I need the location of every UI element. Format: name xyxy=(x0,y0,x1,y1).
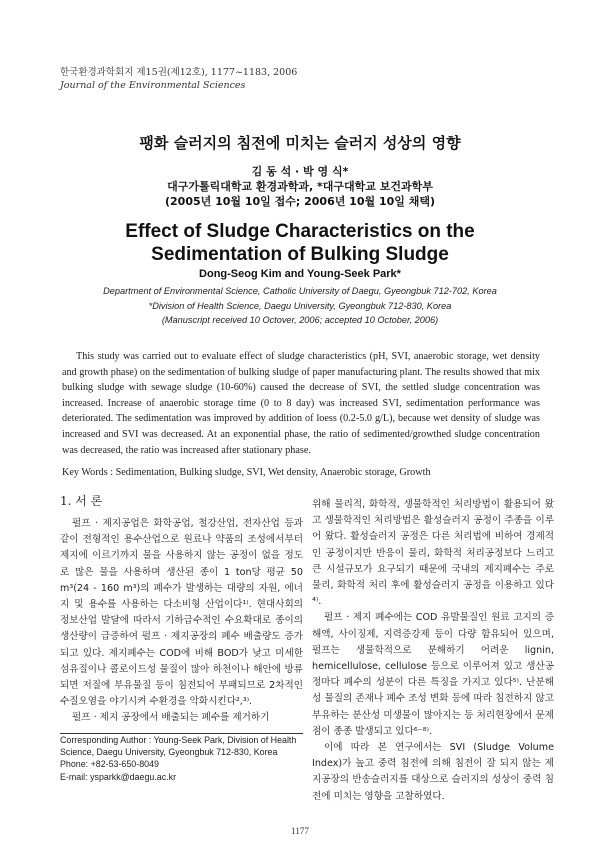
affiliation-line: Department of Environmental Science, Catholic University of Daegu, Gyeongbuk 712-702, Korea xyxy=(103,286,497,296)
authors-english: Dong-Seog Kim and Young-Seek Park* xyxy=(199,268,401,280)
body-paragraph: 펄프 · 제지공업은 화학공업, 철강산업, 전자산업 등과 같이 전형적인 용수산업으로 원료나 약품의 조성에서부터 제지에 이르기까지 물을 사용하지 않는 공정이 없을 정도로 많은 물을 사용하며 생산된 종이 1 ton당 평균 50 m³(24 - 160 m³)의 폐수가 발생하는 대량의 자원, 에너지 및 용수를 사용하는 다소비형 산업이다¹⁾. 현대사회의 정보산업 발달에 따라서 기하급수적인 수요확대로 종이의 생산량이 급증하여 펄프 · 제지공장의 폐수 배출량도 증가되고 있다. 제지폐수는 COD에 비해 BOD가 낮고 미세한 섬유질이나 콜로이드성 물질이 많아 하천이나 해안에 방류되면 저질에 부유물질 등이 침전되어 부패되므로 2차적인 수질오염을 야기시켜 수환경을 악화시킨다²,³⁾. xyxy=(60,518,303,708)
correspondence-footnote xyxy=(60,734,303,783)
journal-citation-korean: 한국환경과학회지 제15권(제12호), 1177~1183, 2006 xyxy=(60,67,298,78)
affiliation-korean: 대구가톨릭대학교 환경과학과, *대구대학교 보건과학부 xyxy=(167,180,433,193)
manuscript-dates: (Manuscript received 10 Octover, 2006; accepted 10 October, 2006) xyxy=(161,315,439,325)
abstract: This study was carried out to evaluate effect of sludge characteristics (pH, SVI, anaerobic storage, wet density and growth phase) on the sedimentation of bulking sludge of paper manufacturing plant. The results showed that mix bulking sludge with sewage sludge (10-60%) caused the decrease of SVI, the settled sludge concentration was increased. Increase of anaerobic storage time (0 to 8 day) was increased SVI, sedimentation performance was deteriorated. The sedimentation was improved by addition of loess (0.2-5.0 g/L), because wet density of sludge was increased and SVI was decreased. At an exponential phase, the ratio of sedimented/growthed sludge concentration was decreased, the ratio was increased after stationary phase. xyxy=(62,351,540,456)
page-number: 1177 xyxy=(291,826,309,836)
journal-name-english: Journal of the Environmental Sciences xyxy=(60,80,246,91)
title-korean: 팽화 슬러지의 침전에 미치는 슬러지 성상의 영향 xyxy=(139,134,461,152)
body-paragraph: 위해 물리적, 화학적, 생물학적인 처리방법이 활용되어 왔고 생물학적인 처리방법은 활성슬러지 공정이 주종을 이루어 왔다. 활성슬러지 공정은 다른 처리법에 비하여 경제적인 공정이지만 반응이 물리, 화학적 처리공정보다 느리고 큰 시설규모가 요구되기 때문에 국내의 제지폐수는 주로 물리, 화학적 처리 후에 활성슬러지 공정을 이용하고 있다⁴⁾. xyxy=(312,499,554,608)
body-paragraph: 이에 따라 본 연구에서는 SVI (Sludge Volume Index)가 높고 중력 침전에 의해 침전이 잘 되지 않는 제지공장의 반송슬러지를 대상으로 슬러지의 성상이 중력 침전에 미치는 영향을 고찰하였다. xyxy=(312,742,554,802)
body-paragraph: 펄프 · 제지 폐수에는 COD 유발물질인 원료 고지의 증해액, 사이징제, 지력증강제 등이 다량 함유되어 있으며, 펄프는 생물학적으로 분해하기 어려운 lignin, hemicellulose, cellulose 등으로 이루어져 있고 생산공정마다 폐수의 성분이 다른 특징을 가지고 있다⁵⁾. 난분해성 물질의 존재나 폐수 조성 변화 등에 따라 침전하지 않고 부유하는 분산성 미생물이 많아지는 등 처리현장에서 문제점이 종종 발생되고 있다⁶⁻⁸⁾. xyxy=(312,612,554,737)
body-paragraph: 펄프 · 제지 공장에서 배출되는 폐수를 제거하기 xyxy=(72,712,270,724)
section-heading: 1. 서 론 xyxy=(60,494,103,508)
affiliation-line: *Division of Health Science, Daegu University, Gyeongbuk 712-830, Korea xyxy=(148,300,452,311)
phone: Phone: +82-53-650-8049 xyxy=(60,759,159,770)
affiliations-english xyxy=(0,284,600,328)
email: E-mail: ysparkk@daegu.ac.kr xyxy=(60,771,177,782)
dates-korean: (2005년 10월 10일 접수; 2006년 10월 10일 채택) xyxy=(165,195,435,208)
keywords: Key Words : Sedimentation, Bulking sludge, SVI, Wet density, Anaerobic storage, Growth xyxy=(62,467,431,478)
korean-author-block xyxy=(0,164,600,209)
authors-korean: 김 동 석 · 박 영 식* xyxy=(251,165,349,178)
journal-header xyxy=(60,66,297,92)
right-column xyxy=(312,497,554,805)
left-column xyxy=(60,490,303,727)
title-english-line1: Effect of Sludge Characteristics on the xyxy=(125,221,475,242)
title-english-line2: Sedimentation of Bulking Sludge xyxy=(151,244,449,265)
title-english xyxy=(0,220,600,266)
corresponding-author: Corresponding Author : Young-Seek Park, Division of Health Science, Daegu University, Gyeongbuk 712-830, Korea xyxy=(60,735,297,758)
